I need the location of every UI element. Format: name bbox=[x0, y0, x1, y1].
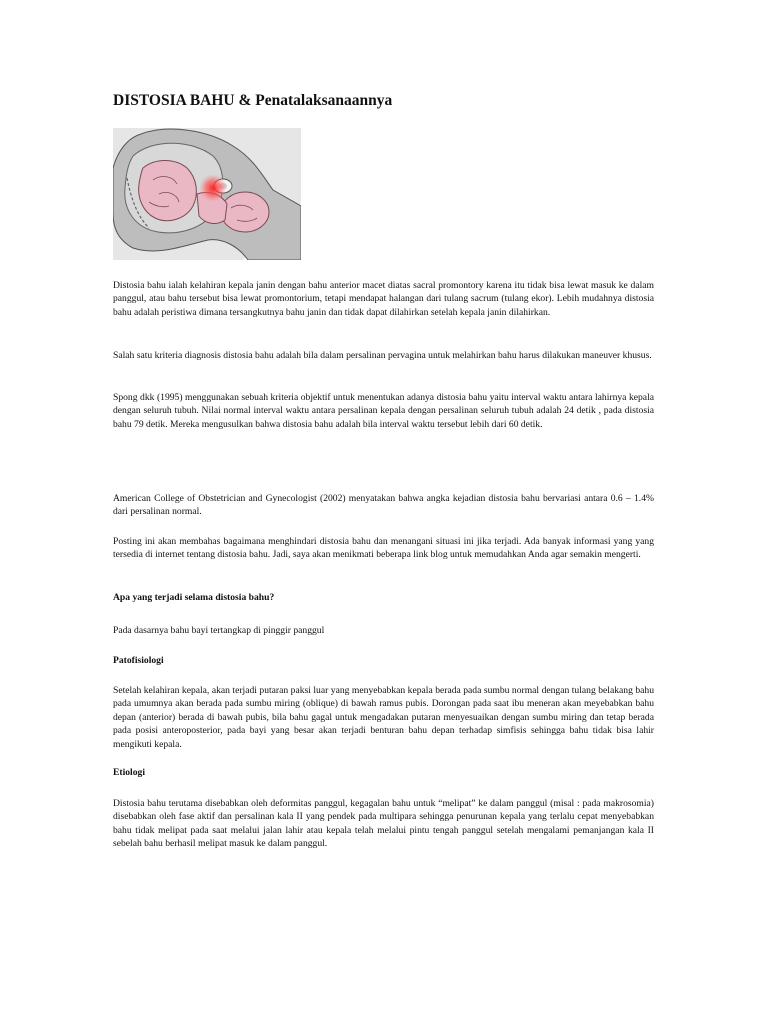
paragraph-posting: Posting ini akan membahas bagaimana menghindari distosia bahu dan menangani situasi ini jika terjadi. Ada banyak informasi yang yang tersedia di internet tentang distosia bahu. Jadi, saya akan menikmati beberapa link blog untuk memudahkan Anda agar semakin mengerti. bbox=[113, 536, 654, 561]
shoulder-dystocia-illustration-icon bbox=[113, 128, 301, 260]
section-text-etiologi: Distosia bahu terutama disebabkan oleh deformitas panggul, kegagalan bahu untuk “melipat” ke dalam panggul (misal : pada makrosomia) disebabkan oleh fase aktif dan persalinan kala II yang pendek pada multipara sehingga penurunan kepala yang terlalu cepat menyebabkan bahu tidak melipat pada saat melalui jalan lahir atau kepala telah melalui pintu tengah panggul setelah mengalami pemanjangan kala II sebelah bahu berhasil melipat masuk ke dalam panggul. bbox=[113, 798, 654, 850]
section-heading-patofisiologi: Patofisiologi bbox=[113, 655, 164, 666]
paragraph-acog: American College of Obstetrician and Gynecologist (2002) menyatakan bahwa angka kejadian distosia bahu bervariasi antara 0.6 – 1.4% dari persalinan normal. bbox=[113, 493, 654, 518]
section-heading-what-happens: Apa yang terjadi selama distosia bahu? bbox=[113, 592, 275, 603]
paragraph-diagnosis: Salah satu kriteria diagnosis distosia bahu adalah bila dalam persalinan pervagina untuk melahirkan bahu harus dilakukan maneuver khusus. bbox=[113, 350, 652, 361]
paragraph-spong: Spong dkk (1995) menggunakan sebuah kriteria objektif untuk menentukan adanya distosia bahu yaitu interval waktu antara lahirnya kepala dengan seluruh tubuh. Nilai normal interval waktu antara persalinan kepala dengan persalinan seluruh tubuh adalah 24 detik , pada distosia bahu 79 detik. Mereka mengusulkan bahwa distosia bahu adalah bila interval waktu tersebut lebih dari 60 detik. bbox=[113, 392, 654, 430]
section-heading-etiologi: Etiologi bbox=[113, 767, 145, 778]
section-text-patofisiologi: Setelah kelahiran kepala, akan terjadi putaran paksi luar yang menyebabkan kepala berada pada sumbu normal dengan tulang belakang bahu pada umumnya akan berada pada sumbu miring (oblique) di bawah ramus pubis. Dorongan pada saat ibu meneran akan meyebabkan bahu depan (anterior) berada di bawah pubis, bila bahu gagal untuk mengadakan putaran menyesuaikan dengan sumbu miring dan tetap berada pada posisi anteroposterior, pada bayi yang besar akan terjadi benturan bahu depan terhadap simfisis sehingga bahu tidak bisa lahir mengikuti kepala. bbox=[113, 685, 654, 750]
section-text-what-happens: Pada dasarnya bahu bayi tertangkap di pinggir panggul bbox=[113, 625, 325, 636]
paragraph-definition: Distosia bahu ialah kelahiran kepala janin dengan bahu anterior macet diatas sacral promontory karena itu tidak bisa lewat masuk ke dalam panggul, atau bahu tersebut bisa lewat promontorium, tetapi mendapat halangan dari tulang sacrum (tulang ekor). Lebih mudahnya distosia bahu adalah peristiwa dimana tersangkutnya bahu janin dan tidak dapat dilahirkan setelah kepala janin dilahirkan. bbox=[113, 280, 654, 318]
page-title: DISTOSIA BAHU & Penatalaksanaannya bbox=[113, 92, 393, 109]
